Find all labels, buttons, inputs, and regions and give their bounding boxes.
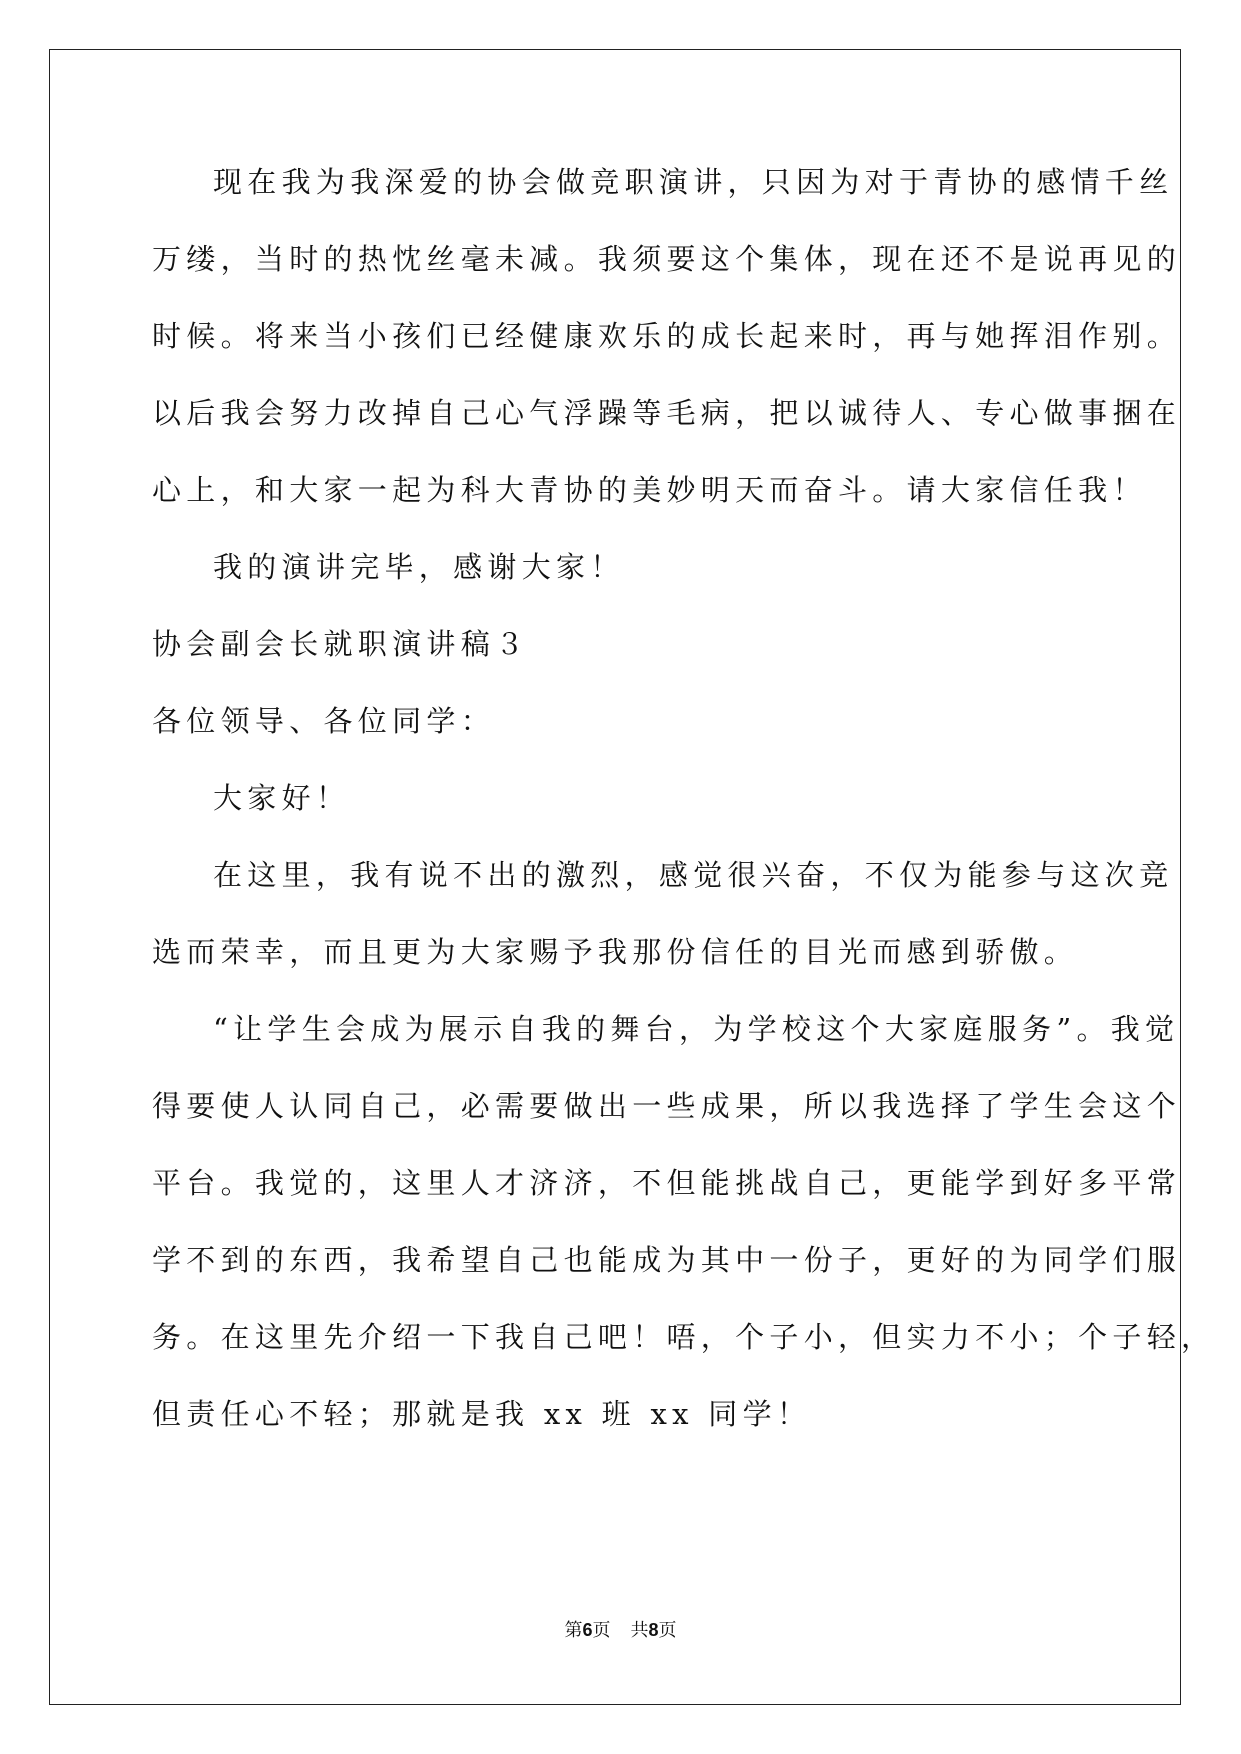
page-prefix: 第 [564,1620,583,1641]
total-prefix: 共 [630,1620,649,1641]
paragraph-line: 现在我为我深爱的协会做竞职演讲，只因为对于青协的感情千丝 [213,165,1174,199]
paragraph-line: “让学生会成为展示自我的舞台，为学校这个大家庭服务”。我觉 [213,1012,1180,1046]
paragraph-line: 心上，和大家一起为科大青协的美妙明天而奋斗。请大家信任我！ [152,473,1147,507]
page-total: 8 [648,1620,659,1640]
total-suffix: 页 [658,1620,677,1641]
closing-line: 我的演讲完毕，感谢大家！ [213,550,625,584]
salutation: 各位领导、各位同学： [152,704,496,738]
section-title: 协会副会长就职演讲稿３ [152,627,530,661]
page-suffix: 页 [592,1620,611,1641]
paragraph-line: 选而荣幸，而且更为大家赐予我那份信任的目光而感到骄傲。 [152,935,1079,969]
paragraph-line: 得要使人认同自己，必需要做出一些成果，所以我选择了学生会这个 [152,1089,1182,1123]
page-current: 6 [582,1620,593,1640]
paragraph-line: 时候。将来当小孩们已经健康欢乐的成长起来时，再与她挥泪作别。 [152,319,1182,353]
paragraph-line: 平台。我觉的，这里人才济济，不但能挑战自己，更能学到好多平常 [152,1166,1182,1200]
paragraph-line: 学不到的东西，我希望自己也能成为其中一份子，更好的为同学们服 [152,1243,1182,1277]
paragraph-line: 在这里，我有说不出的激烈，感觉很兴奋，不仅为能参与这次竞 [213,858,1174,892]
paragraph-line: 以后我会努力改掉自己心气浮躁等毛病，把以诚待人、专心做事捆在 [152,396,1182,430]
paragraph-line: 万缕，当时的热忱丝毫未减。我须要这个集体，现在还不是说再见的 [152,242,1182,276]
paragraph-line: 务。在这里先介绍一下我自己吧！唔，个子小，但实力不小；个子轻， [152,1320,1216,1354]
paragraph-line: 但责任心不轻；那就是我 xx 班 xx 同学！ [152,1397,812,1431]
page-footer [0,1616,1241,1642]
greeting: 大家好！ [213,781,351,815]
